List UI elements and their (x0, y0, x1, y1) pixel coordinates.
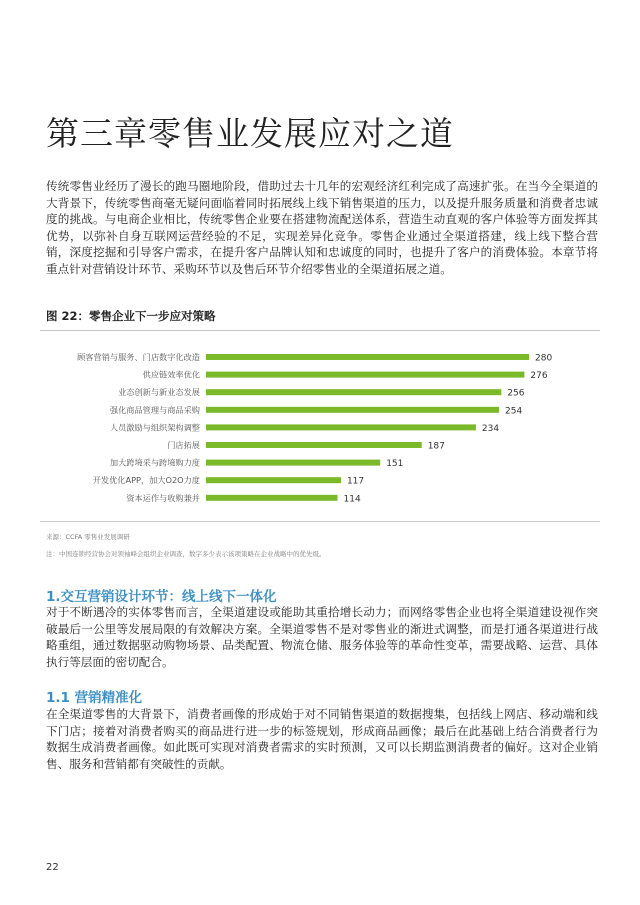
figure-title: 图 22：零售企业下一步应对策略 (46, 309, 216, 323)
bar-category-label: 供应链效率优化 (142, 369, 200, 380)
bar (206, 389, 501, 395)
section-paragraph-omnichannel: 对于不断遇冷的实体零售而言，全渠道建设或能助其重拾增长动力；而网络零售企业也将全渠道建设视作突破最后一公里等发展局限的有效解决方案。全渠道零售不是对零售业的渐进式调整，而是打通各渠道进行战略重组，通过数据驱动购物场景、品类配置、物流仓储、服务体验等的革命性变革，需要战略、运营、具体执行等层面的密切配合。 (46, 605, 598, 669)
bar (206, 424, 476, 430)
bar-category-label: 业态创新与新业态发展 (118, 387, 200, 398)
bar (206, 477, 341, 483)
bar (206, 354, 529, 360)
bar-value-label: 276 (530, 371, 548, 382)
bar-category-label: 人员激励与组织架构调整 (109, 422, 200, 433)
bar-category-label: 开发优化APP，加大O2O力度 (92, 475, 200, 486)
bar-category-label: 资本运作与收购兼并 (126, 492, 200, 503)
bar-value-label: 187 (427, 441, 445, 452)
section-heading-precision-marketing: 1.1 营销精准化 (46, 690, 143, 706)
bar-value-label: 117 (346, 476, 365, 487)
section-paragraph-precision-marketing: 在全渠道零售的大背景下，消费者画像的形成始于对不同销售渠道的数据搜集，包括线上网店、移动端和线下门店；接着对消费者购买的商品进行进一步的标签规划，形成商品画像；最后在此基础上结合消费者行为数据生成消费者画像。如此既可实现对消费者需求的实时预测，又可以长期监测消费者的偏好。这对企业销售、服务和营销都有突破性的贡献。 (46, 707, 598, 771)
bar-value-label: 254 (505, 406, 523, 417)
chapter-title: 第三章零售业发展应对之道 (46, 114, 454, 153)
figure-source: 来源：CCFA 零售业发展调研 (46, 533, 130, 541)
bar-value-label: 256 (507, 388, 525, 399)
bar (206, 495, 338, 501)
section-heading-omnichannel: 1.交互营销设计环节：线上线下一体化 (46, 589, 277, 605)
page-number: 22 (46, 862, 59, 873)
bar-value-label: 151 (386, 459, 404, 470)
figure-note: 注：中国连锁经营协会对领袖峰会组织企业调查，数字多少表示该项策略在企业战略中的优先级。 (46, 550, 326, 558)
bar-value-label: 234 (481, 423, 500, 434)
bar-chart (40, 330, 600, 522)
bar (206, 372, 524, 378)
bar-value-label: 280 (535, 353, 553, 364)
bar-category-label: 加大跨境采与跨境购力度 (109, 457, 200, 468)
bar-chart-svg (40, 331, 600, 521)
bar-category-label: 顾客营销与服务、门店数字化改造 (77, 352, 200, 362)
bar (206, 442, 422, 448)
bar-category-label: 强化商品管理与商品采购 (109, 404, 200, 415)
bar-value-label: 114 (343, 494, 361, 505)
bar (206, 407, 499, 413)
bar-category-label: 门店拓展 (167, 440, 200, 450)
intro-paragraph: 传统零售业经历了漫长的跑马圈地阶段，借助过去十几年的宏观经济红利完成了高速扩张。在当今全渠道的大背景下，传统零售商毫无疑问面临着同时拓展线上线下销售渠道的压力，以及提升服务质量和消费者忠诚度的挑战。与电商企业相比，传统零售企业要在搭建物流配送体系，营造生动直观的客户体验等方面发挥其优势，以弥补自身互联网运营经验的不足，实现差异化竞争。零售企业通过全渠道搭建，线上线下整合营销，深度挖掘和引导客户需求，在提升客户品牌认知和忠诚度的同时，也提升了客户的消费体验。本章节将重点针对营销设计环节、采购环节以及售后环节介绍零售业的全渠道拓展之道。 (46, 179, 598, 276)
bar (206, 460, 380, 466)
